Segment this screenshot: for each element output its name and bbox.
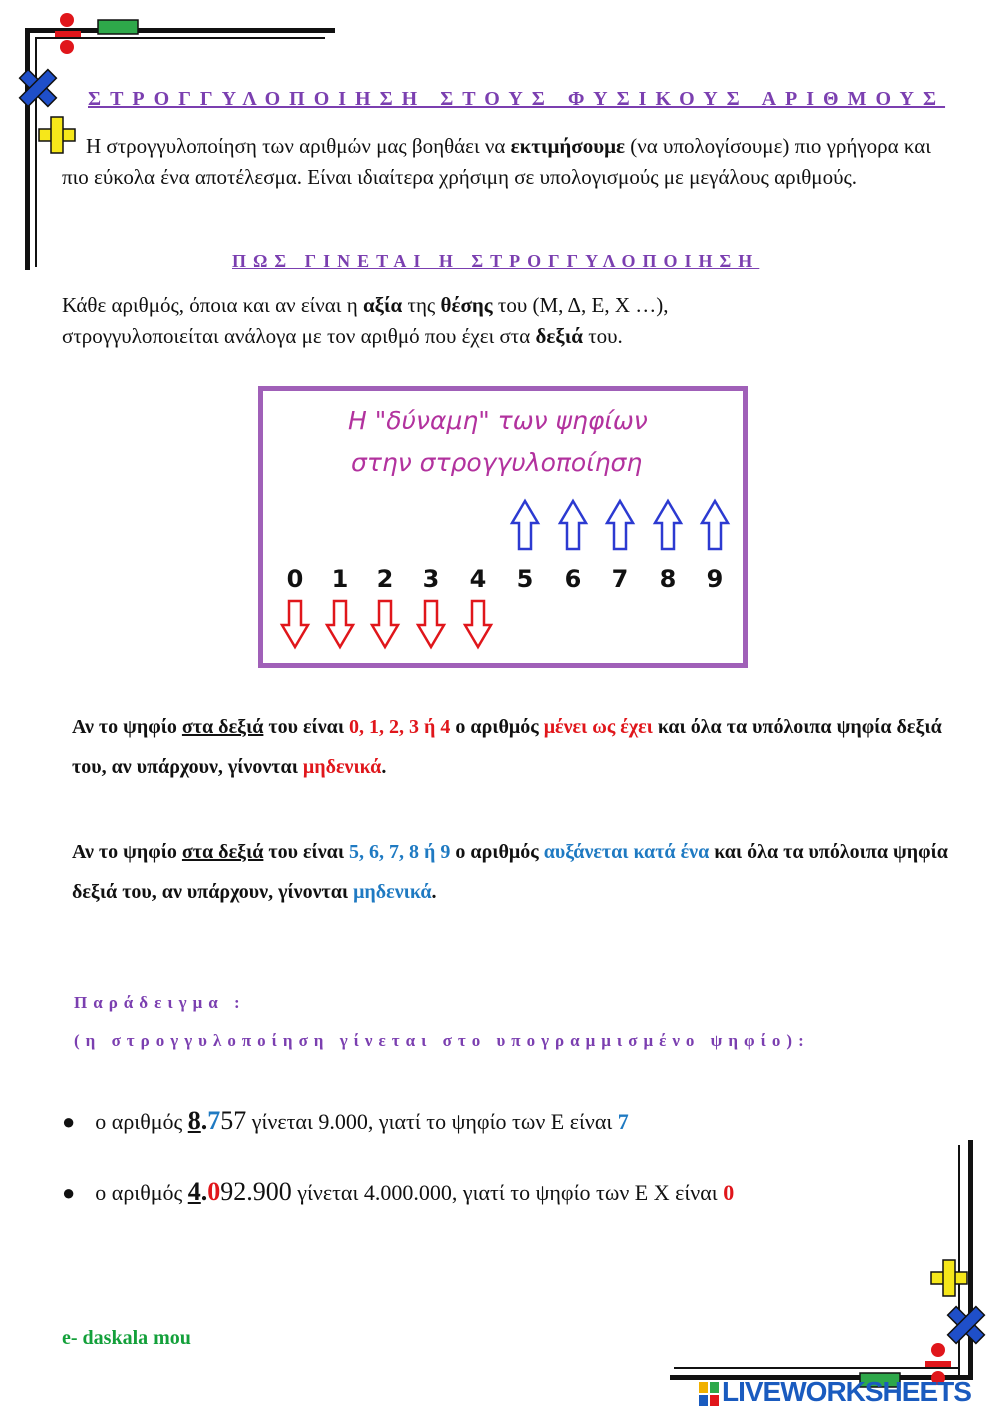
rule2-increase: αυξάνεται κατά ένα (543, 841, 710, 863)
rule1-text-e: . (381, 756, 387, 778)
how-bold-position: θέσης (440, 293, 493, 317)
rule1-text-b: του είναι (263, 716, 350, 738)
footer-author: e- daskala mou (62, 1327, 191, 1349)
bullet1-pre: ο αριθμός (95, 1109, 188, 1134)
bullet1-colored-digit: 7 (207, 1106, 221, 1135)
example-label: Παράδειγμα : (74, 993, 246, 1012)
rule2-text-b: του είναι (263, 841, 350, 863)
bullet1-rest: 57 (220, 1106, 247, 1135)
example-bullet-2 (62, 1177, 734, 1207)
rule2-text-e: . (431, 881, 437, 903)
rule1-text-c: ο αριθμός (450, 716, 544, 738)
arrow-up-icon (655, 501, 681, 549)
rule2-zeros: μηδενικά (353, 881, 432, 903)
intro-paragraph (62, 131, 952, 193)
page-title: ΣΤΡΟΓΓΥΛΟΠΟΙΗΣΗ ΣΤΟΥΣ ΦΥΣΙΚΟΥΣ ΑΡΙΘΜΟΥΣ (88, 88, 946, 110)
rule1-digits: 0, 1, 2, 3 ή 4 (349, 716, 451, 738)
rule1-underlined: στα δεξιά (181, 716, 264, 738)
digit-3: 3 (422, 565, 440, 593)
how-bold-value: αξία (362, 293, 403, 317)
rule2-digits: 5, 6, 7, 8 ή 9 (349, 841, 451, 863)
digit-power-diagram (263, 391, 743, 663)
how-bold-right: δεξιά (535, 324, 583, 348)
rule-round-up (72, 832, 952, 912)
digit-0: 0 (286, 565, 304, 593)
rule1-text-d: και όλα τα υπόλοιπα ψηφία δεξιά του, αν υπάρχουν, γίνονται (72, 716, 942, 778)
arrow-up-icon (702, 501, 728, 549)
arrow-down-icon (465, 601, 491, 647)
how-text-c: της (402, 293, 441, 317)
arrow-down-icon (418, 601, 444, 647)
digit-9: 9 (706, 565, 724, 593)
digit-5: 5 (516, 565, 534, 593)
how-text-f: στρογγυλοποιείται ανάλογα με τον αριθμό που έχει στα (62, 324, 536, 348)
bullet2-rest: 92.900 (220, 1177, 292, 1206)
digit-7: 7 (611, 565, 629, 593)
intro-text-1: Η στρογγυλοποίηση των αριθμών μας βοηθάει να (86, 134, 511, 158)
how-text-e: του (Μ, Δ, Ε, Χ …), (492, 293, 669, 317)
arrow-up-icon (560, 501, 586, 549)
rule2-text-c: ο αριθμός (450, 841, 544, 863)
rule2-text-a: Αν το ψηφίο (72, 841, 182, 863)
figure-title-line1: Η "δύναμη" των ψηφίων (348, 406, 648, 435)
how-text-a: Κάθε αριθμός, όποια και αν είναι η (62, 293, 363, 317)
how-text-h: του. (582, 324, 623, 348)
rule1-text-a: Αν το ψηφίο (72, 716, 182, 738)
rule1-stays: μένει ως έχει (543, 716, 653, 738)
bullet1-mid: γίνεται 9.000, γιατί το ψηφίο των Ε είναι (246, 1109, 618, 1134)
example-note: (η στρογγυλοποίηση γίνεται στο υπογραμμισμένο ψηφίο): (74, 1031, 810, 1050)
bullet1-dot: . (200, 1106, 208, 1135)
bullet-dot-2: ● (62, 1180, 76, 1205)
arrow-up-icon (607, 501, 633, 549)
bullet2-end: 0 (723, 1180, 735, 1205)
bullet2-colored-digit: 0 (207, 1177, 221, 1206)
intro-bold: εκτιμήσουμε (510, 134, 625, 158)
rule2-text-d: και όλα τα υπόλοιπα ψηφία δεξιά του, αν υπάρχουν, γίνονται (72, 841, 948, 903)
rule1-zeros: μηδενικά (302, 756, 382, 778)
arrow-up-icon (512, 501, 538, 549)
intro-text-2: (να υπολογίσουμε) πιο γρήγορα και πιο εύκολα ένα αποτέλεσμα. Είναι ιδιαίτερα χρήσιμη σε υπολογισμούς με μεγάλους αριθμούς. (62, 134, 931, 189)
bullet2-pre: ο αριθμός (95, 1180, 188, 1205)
bullet2-mid: γίνεται 4.000.000, γιατί το ψηφίο των Ε Χ είναι (291, 1180, 724, 1205)
how-paragraph (62, 290, 952, 352)
rule2-underlined: στα δεξιά (181, 841, 264, 863)
bullet-dot-1: ● (62, 1109, 76, 1134)
bullet2-dot: . (200, 1177, 208, 1206)
arrow-down-icon (372, 601, 398, 647)
section-subtitle: ΠΩΣ ΓΙΝΕΤΑΙ Η ΣΤΡΟΓΓΥΛΟΠΟΙΗΣΗ (232, 251, 760, 271)
liveworksheets-watermark[interactable]: LIVEWORKSHEETS (722, 1376, 971, 1407)
digit-6: 6 (564, 565, 582, 593)
bullet2-underlined-digit: 4 (187, 1177, 201, 1206)
bullet1-underlined-digit: 8 (187, 1106, 201, 1135)
figure-title-line2: στην στρογγυλοποίηση (351, 448, 643, 477)
digit-1: 1 (331, 565, 349, 593)
digit-2: 2 (376, 565, 394, 593)
digit-power-figure (258, 386, 748, 668)
arrow-down-icon (282, 601, 308, 647)
arrow-down-icon (327, 601, 353, 647)
bullet1-end: 7 (617, 1109, 629, 1134)
rule-round-down (72, 707, 952, 787)
digit-4: 4 (469, 565, 487, 593)
digit-8: 8 (659, 565, 677, 593)
example-bullet-1 (62, 1106, 629, 1136)
liveworksheets-logo-icon (698, 1381, 720, 1407)
